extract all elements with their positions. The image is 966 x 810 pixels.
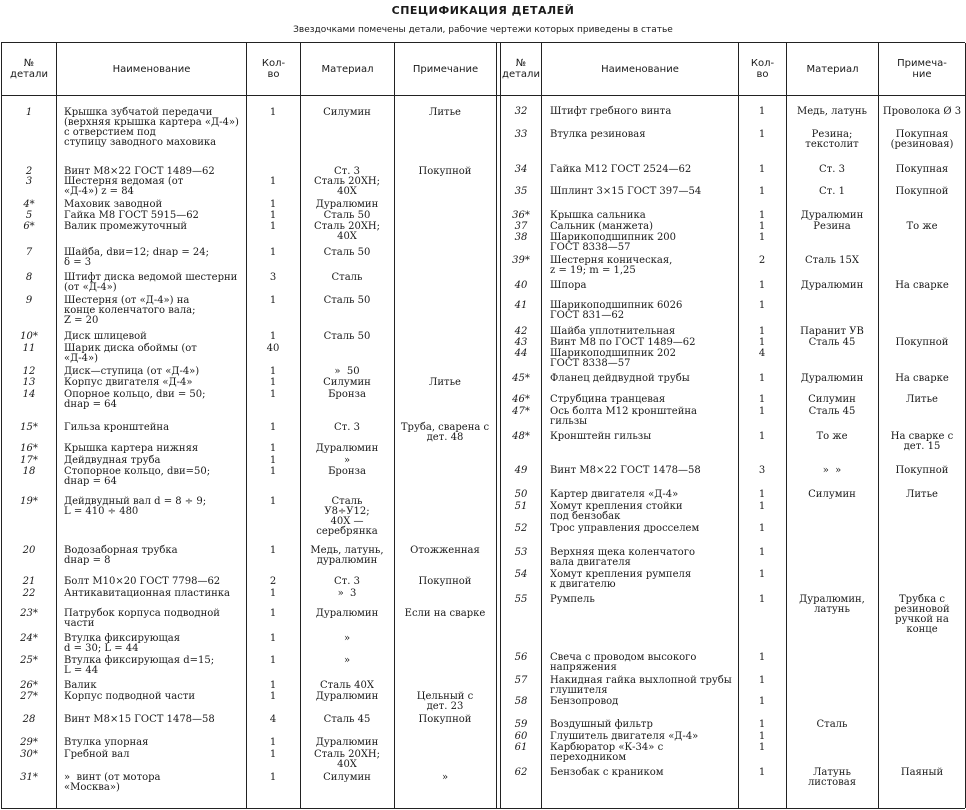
cell-qty: 1 xyxy=(758,129,766,140)
column-divider xyxy=(394,43,395,808)
cell-num: 12 xyxy=(22,366,36,377)
cell-material: Ст. 3 xyxy=(334,422,360,433)
table-bottom-border xyxy=(1,808,965,809)
page-title: СПЕЦИФИКАЦИЯ ДЕТАЛЕЙ xyxy=(391,4,575,17)
cell-name: Шарикоподшипник 200 ГОСТ 8338—57 xyxy=(550,232,677,253)
cell-qty: 1 xyxy=(758,373,766,384)
cell-note: Покупной xyxy=(418,166,472,177)
cell-qty: 1 xyxy=(758,489,766,500)
cell-num: 53 xyxy=(514,547,528,558)
column-divider xyxy=(878,43,879,808)
cell-name: Втулка фиксирующая d=15; L = 44 xyxy=(64,655,215,676)
cell-num: 5 xyxy=(25,210,33,221)
cell-name: Крышка зубчатой передачи (верхняя крышка картера «Д-4») с отверстием под ступицу заводного маховика xyxy=(64,107,239,148)
cell-name: Штифт диска ведомой шестерни (от «Д-4») xyxy=(64,272,241,293)
cell-num: 46* xyxy=(512,394,530,405)
cell-note: Трубка с резиновой ручкой на конце xyxy=(894,594,953,635)
cell-num: 13 xyxy=(22,377,36,388)
cell-material: Бронза xyxy=(328,466,366,477)
cell-name: Водозаборная трубка dнар = 8 xyxy=(64,545,178,566)
cell-material: Сталь 50 xyxy=(323,210,371,221)
cell-num: 54 xyxy=(514,569,528,580)
cell-num: 33 xyxy=(514,129,528,140)
cell-num: 4* xyxy=(23,199,35,210)
cell-qty: 1 xyxy=(758,164,766,175)
cell-qty: 1 xyxy=(269,221,277,232)
cell-name: Болт М10×20 ГОСТ 7798—62 xyxy=(64,576,221,587)
cell-name: Крышка сальника xyxy=(550,210,646,221)
column-divider xyxy=(246,43,247,808)
cell-qty: 1 xyxy=(758,232,766,243)
cell-note: Покупной xyxy=(418,576,472,587)
cell-name: Опорное кольцо, dви = 50; dнар = 64 xyxy=(64,389,206,410)
cell-name: Шестерня ведомая (от «Д-4») z = 84 xyxy=(64,176,184,197)
cell-note: Литье xyxy=(906,489,938,500)
column-divider xyxy=(738,43,739,808)
cell-material: Дуралюмин xyxy=(315,608,379,619)
cell-note: Проволока Ø 3 xyxy=(882,106,962,117)
cell-num: 55 xyxy=(514,594,528,605)
cell-name: Диск шлицевой xyxy=(64,331,147,342)
cell-num: 35 xyxy=(514,186,528,197)
cell-material: Сталь 50 xyxy=(323,331,371,342)
cell-num: 42 xyxy=(514,326,528,337)
cell-qty: 1 xyxy=(269,295,277,306)
cell-note: Покупной xyxy=(895,337,949,348)
cell-num: 14 xyxy=(22,389,36,400)
cell-name: Струбцина транцевая xyxy=(550,394,666,405)
cell-qty: 1 xyxy=(269,176,277,187)
cell-material: Ст. 3 xyxy=(819,164,845,175)
cell-name: Дейдвудная труба xyxy=(64,455,161,466)
cell-num: 51 xyxy=(514,501,528,512)
header-name-right: Наименование xyxy=(601,63,679,75)
column-divider xyxy=(786,43,787,808)
cell-name: Винт М8×15 ГОСТ 1478—58 xyxy=(64,714,215,725)
cell-name: Шайба уплотнительная xyxy=(550,326,676,337)
cell-qty: 1 xyxy=(758,326,766,337)
cell-name: Хомут крепления стойки под бензобак xyxy=(550,501,683,522)
cell-name: Картер двигателя «Д-4» xyxy=(550,489,679,500)
cell-name: Воздушный фильтр xyxy=(550,719,653,730)
column-divider xyxy=(1,43,2,808)
cell-num: 56 xyxy=(514,652,528,663)
page-subtitle: Звездочками помечены детали, рабочие чертежи которых приведены в статье xyxy=(293,25,673,35)
cell-num: 61 xyxy=(514,742,528,753)
cell-name: Стопорное кольцо, dви=50; dнар = 64 xyxy=(64,466,211,487)
cell-num: 17* xyxy=(20,455,38,466)
cell-note: Паяный xyxy=(900,767,944,778)
cell-num: 49 xyxy=(514,465,528,476)
cell-name: Хомут крепления румпеля к двигателю xyxy=(550,569,692,590)
cell-qty: 1 xyxy=(758,210,766,221)
cell-num: 32 xyxy=(514,106,528,117)
cell-note: Литье xyxy=(906,394,938,405)
cell-num: 52 xyxy=(514,523,528,534)
cell-qty: 1 xyxy=(269,680,277,691)
cell-material: Латунь листовая xyxy=(807,767,857,788)
cell-note: Покупная (резиновая) xyxy=(890,129,954,150)
cell-material: Дуралюмин xyxy=(800,280,864,291)
cell-material: Дуралюмин xyxy=(800,210,864,221)
cell-qty: 1 xyxy=(758,731,766,742)
cell-num: 3 xyxy=(25,176,33,187)
cell-name: Кронштейн гильзы xyxy=(550,431,652,442)
header-bottom-border xyxy=(1,95,965,96)
cell-name: Патрубок корпуса подводной части xyxy=(64,608,224,629)
cell-note: Покупной xyxy=(418,714,472,725)
cell-material: Резина xyxy=(813,221,851,232)
cell-material: Сталь 15Х xyxy=(805,255,859,266)
cell-material: Сталь 45 xyxy=(808,337,856,348)
cell-name: Шплинт 3×15 ГОСТ 397—54 xyxy=(550,186,702,197)
cell-qty: 1 xyxy=(758,742,766,753)
cell-qty: 1 xyxy=(269,608,277,619)
cell-note: Цельный с дет. 23 xyxy=(416,691,474,712)
cell-num: 24* xyxy=(20,633,38,644)
cell-material: Сталь xyxy=(331,272,363,283)
table-top-border xyxy=(1,42,965,43)
cell-material: Силумин xyxy=(808,489,856,500)
cell-material: Сталь 20ХН; 40Х xyxy=(313,749,381,770)
cell-qty: 1 xyxy=(758,652,766,663)
cell-name: Свеча с проводом высокого напряжения xyxy=(550,652,697,673)
cell-qty: 1 xyxy=(269,443,277,454)
cell-qty: 1 xyxy=(758,186,766,197)
cell-name: Винт М8×22 ГОСТ 1478—58 xyxy=(550,465,701,476)
cell-num: 43 xyxy=(514,337,528,348)
cell-qty: 1 xyxy=(269,737,277,748)
cell-name: Гильза кронштейна xyxy=(64,422,170,433)
cell-qty: 1 xyxy=(269,422,277,433)
cell-qty: 2 xyxy=(269,576,277,587)
column-divider xyxy=(541,43,542,808)
cell-num: 1 xyxy=(25,107,33,118)
cell-name: Гребной вал xyxy=(64,749,130,760)
cell-material: Силумин xyxy=(323,772,371,783)
cell-num: 36* xyxy=(512,210,530,221)
cell-name: Винт М8 по ГОСТ 1489—62 xyxy=(550,337,696,348)
cell-qty: 1 xyxy=(758,675,766,686)
cell-num: 60 xyxy=(514,731,528,742)
cell-material: » » xyxy=(822,465,842,476)
cell-material: Дуралюмин xyxy=(800,373,864,384)
cell-num: 23* xyxy=(20,608,38,619)
cell-num: 2 xyxy=(25,166,33,177)
cell-name: Штифт гребного винта xyxy=(550,106,672,117)
cell-note: Отожженная xyxy=(410,545,480,556)
cell-num: 15* xyxy=(20,422,38,433)
cell-num: 6* xyxy=(23,221,35,232)
cell-num: 39* xyxy=(512,255,530,266)
cell-num: 11 xyxy=(22,343,36,354)
column-divider xyxy=(496,43,497,808)
header-material-right: Материал xyxy=(806,63,859,75)
header-note-left: Примечание xyxy=(412,63,479,75)
cell-material: Сталь 50 xyxy=(323,295,371,306)
cell-qty: 1 xyxy=(758,719,766,730)
cell-material: Сталь xyxy=(816,719,848,730)
cell-material: Ст. 3 xyxy=(334,166,360,177)
header-num-right: № детали xyxy=(502,58,540,80)
cell-material: Сталь 20ХН; 40Х xyxy=(313,176,381,197)
cell-material: То же xyxy=(816,431,848,442)
cell-num: 29* xyxy=(20,737,38,748)
cell-num: 10* xyxy=(20,331,38,342)
cell-note: Покупная xyxy=(895,164,949,175)
cell-material: Ст. 3 xyxy=(334,576,360,587)
cell-name: Крышка картера нижняя xyxy=(64,443,199,454)
cell-qty: 1 xyxy=(269,466,277,477)
cell-qty: 1 xyxy=(269,588,277,599)
header-num-left: № детали xyxy=(10,58,48,80)
cell-num: 57 xyxy=(514,675,528,686)
cell-qty: 1 xyxy=(269,366,277,377)
cell-qty: 1 xyxy=(269,691,277,702)
cell-num: 40 xyxy=(514,280,528,291)
cell-name: Корпус подводной части xyxy=(64,691,196,702)
cell-name: Шайба, dви=12; dнар = 24; δ = 3 xyxy=(64,247,209,268)
cell-num: 50 xyxy=(514,489,528,500)
column-divider xyxy=(300,43,301,808)
cell-qty: 1 xyxy=(269,496,277,507)
cell-name: Бензобак с краником xyxy=(550,767,664,778)
cell-qty: 3 xyxy=(758,465,766,476)
cell-material: Дуралюмин xyxy=(315,691,379,702)
cell-note: Покупной xyxy=(895,186,949,197)
cell-qty: 1 xyxy=(269,247,277,258)
cell-material: Медь, латунь xyxy=(797,106,867,117)
cell-qty: 4 xyxy=(758,348,766,359)
cell-qty: 40 xyxy=(266,343,280,354)
cell-name: Фланец дейдвудной трубы xyxy=(550,373,690,384)
cell-qty: 1 xyxy=(269,199,277,210)
header-material-left: Материал xyxy=(321,63,374,75)
cell-num: 21 xyxy=(22,576,36,587)
cell-material: Резина; текстолит xyxy=(805,129,859,150)
cell-qty: 1 xyxy=(269,210,277,221)
cell-qty: 1 xyxy=(758,523,766,534)
cell-num: 34 xyxy=(514,164,528,175)
header-name-left: Наименование xyxy=(112,63,191,75)
cell-num: 28 xyxy=(22,714,36,725)
cell-note: На сварке xyxy=(895,373,949,384)
cell-name: Маховик заводной xyxy=(64,199,163,210)
cell-name: Верхняя щека коленчатого вала двигателя xyxy=(550,547,695,568)
cell-name: Диск—ступица (от «Д-4») xyxy=(64,366,200,377)
cell-qty: 1 xyxy=(758,569,766,580)
cell-qty: 1 xyxy=(269,455,277,466)
cell-material: » xyxy=(343,655,351,666)
cell-note: Литье xyxy=(429,107,461,118)
cell-material: Медь, латунь, дуралюмин xyxy=(310,545,387,566)
cell-note: Труба, сварена с дет. 48 xyxy=(400,422,493,443)
cell-name: Шпора xyxy=(550,280,587,291)
cell-note: На сварке xyxy=(895,280,949,291)
cell-qty: 1 xyxy=(269,772,277,783)
cell-name: Дейдвудный вал d = 8 ÷ 9; L = 410 ÷ 480 xyxy=(64,496,207,517)
cell-num: 58 xyxy=(514,696,528,707)
cell-num: 22 xyxy=(22,588,36,599)
cell-num: 48* xyxy=(512,431,530,442)
cell-name: Антикавитационная пластинка xyxy=(64,588,230,599)
cell-material: Сталь У8÷У12; 40Х — серебрянка xyxy=(316,496,378,537)
header-qty-right: Кол- во xyxy=(750,58,775,80)
cell-qty: 1 xyxy=(758,501,766,512)
cell-name: Шарик диска обоймы (от «Д-4») xyxy=(64,343,197,364)
cell-name: Втулка фиксирующая d = 30; L = 44 xyxy=(64,633,181,654)
cell-num: 44 xyxy=(514,348,528,359)
cell-num: 9 xyxy=(25,295,33,306)
cell-name: Румпель xyxy=(550,594,595,605)
cell-num: 62 xyxy=(514,767,528,778)
cell-qty: 1 xyxy=(758,696,766,707)
cell-num: 31* xyxy=(20,772,38,783)
cell-num: 37 xyxy=(514,221,528,232)
cell-qty: 1 xyxy=(269,633,277,644)
cell-num: 16* xyxy=(20,443,38,454)
cell-num: 18 xyxy=(22,466,36,477)
cell-material: » xyxy=(343,455,351,466)
cell-num: 30* xyxy=(20,749,38,760)
cell-name: Ось болта М12 кронштейна гильзы xyxy=(550,406,701,427)
header-qty-left: Кол- во xyxy=(261,58,286,80)
cell-qty: 1 xyxy=(758,767,766,778)
cell-qty: 1 xyxy=(269,749,277,760)
cell-material: Сталь 50 xyxy=(323,247,371,258)
cell-material: Силумин xyxy=(323,377,371,388)
cell-qty: 1 xyxy=(758,406,766,417)
cell-name: Корпус двигателя «Д-4» xyxy=(64,377,193,388)
cell-material: Дуралюмин xyxy=(315,199,379,210)
cell-qty: 1 xyxy=(758,300,766,311)
cell-qty: 1 xyxy=(758,431,766,442)
column-divider xyxy=(56,43,57,808)
cell-num: 19* xyxy=(20,496,38,507)
cell-num: 59 xyxy=(514,719,528,730)
cell-material: Сталь 20ХН; 40Х xyxy=(313,221,381,242)
cell-num: 41 xyxy=(514,300,528,311)
cell-name: Сальник (манжета) xyxy=(550,221,653,232)
cell-num: 47* xyxy=(512,406,530,417)
cell-material: » 3 xyxy=(337,588,357,599)
cell-name: Гайка М12 ГОСТ 2524—62 xyxy=(550,164,692,175)
cell-material: Силумин xyxy=(808,394,856,405)
cell-material: » 50 xyxy=(334,366,360,377)
cell-material: Паранит УВ xyxy=(800,326,864,337)
cell-material: Сталь 45 xyxy=(323,714,371,725)
cell-num: 8 xyxy=(25,272,33,283)
cell-qty: 1 xyxy=(758,594,766,605)
cell-num: 27* xyxy=(20,691,38,702)
cell-qty: 1 xyxy=(269,655,277,666)
cell-qty: 1 xyxy=(269,107,277,118)
cell-name: Шарикоподшипник 202 ГОСТ 8338—57 xyxy=(550,348,677,369)
cell-material: Сталь 40Х xyxy=(320,680,374,691)
cell-name: Втулка упорная xyxy=(64,737,149,748)
cell-num: 20 xyxy=(22,545,36,556)
cell-name: Шарикоподшипник 6026 ГОСТ 831—62 xyxy=(550,300,683,321)
cell-note: То же xyxy=(906,221,938,232)
cell-name: Гайка М8 ГОСТ 5915—62 xyxy=(64,210,199,221)
cell-name: Бензопровод xyxy=(550,696,619,707)
cell-qty: 1 xyxy=(758,221,766,232)
column-divider xyxy=(500,43,501,808)
cell-name: Глушитель двигателя «Д-4» xyxy=(550,731,699,742)
cell-name: Шестерня коническая, z = 19; m = 1,25 xyxy=(550,255,673,276)
cell-note: Покупной xyxy=(895,465,949,476)
cell-material: Дуралюмин xyxy=(315,443,379,454)
cell-material: Дуралюмин, латунь xyxy=(799,594,865,615)
cell-material: Сталь 45 xyxy=(808,406,856,417)
cell-note: Если на сварке xyxy=(404,608,486,619)
cell-material: Дуралюмин xyxy=(315,737,379,748)
cell-qty: 4 xyxy=(269,714,277,725)
cell-num: 7 xyxy=(25,247,33,258)
cell-qty: 1 xyxy=(758,337,766,348)
cell-name: » винт (от мотора «Москва») xyxy=(64,772,161,793)
cell-num: 26* xyxy=(20,680,38,691)
cell-name: Втулка резиновая xyxy=(550,129,646,140)
cell-name: Винт М8×22 ГОСТ 1489—62 xyxy=(64,166,215,177)
cell-name: Шестерня (от «Д-4») на конце коленчатого вала; Z = 20 xyxy=(64,295,196,326)
cell-num: 45* xyxy=(512,373,530,384)
cell-qty: 1 xyxy=(758,394,766,405)
cell-qty: 1 xyxy=(269,377,277,388)
cell-note: Литье xyxy=(429,377,461,388)
cell-qty: 1 xyxy=(758,280,766,291)
header-note-right: Примеча- ние xyxy=(897,58,947,80)
cell-qty: 3 xyxy=(269,272,277,283)
cell-qty: 2 xyxy=(758,255,766,266)
cell-name: Карбюратор «К-34» с переходником xyxy=(550,742,667,763)
cell-material: Ст. 1 xyxy=(819,186,845,197)
cell-material: » xyxy=(343,633,351,644)
cell-qty: 1 xyxy=(758,106,766,117)
cell-name: Валик промежуточный xyxy=(64,221,188,232)
cell-qty: 1 xyxy=(269,545,277,556)
cell-note: » xyxy=(441,772,449,783)
cell-qty: 1 xyxy=(269,389,277,400)
cell-num: 38 xyxy=(514,232,528,243)
cell-material: Бронза xyxy=(328,389,366,400)
cell-qty: 1 xyxy=(269,331,277,342)
cell-material: Силумин xyxy=(323,107,371,118)
cell-num: 25* xyxy=(20,655,38,666)
cell-name: Накидная гайка выхлопной трубы глушителя xyxy=(550,675,735,696)
cell-name: Валик xyxy=(64,680,97,691)
cell-qty: 1 xyxy=(758,547,766,558)
cell-note: На сварке с дет. 15 xyxy=(890,431,957,452)
cell-name: Трос управления дроссeлем xyxy=(550,523,700,534)
